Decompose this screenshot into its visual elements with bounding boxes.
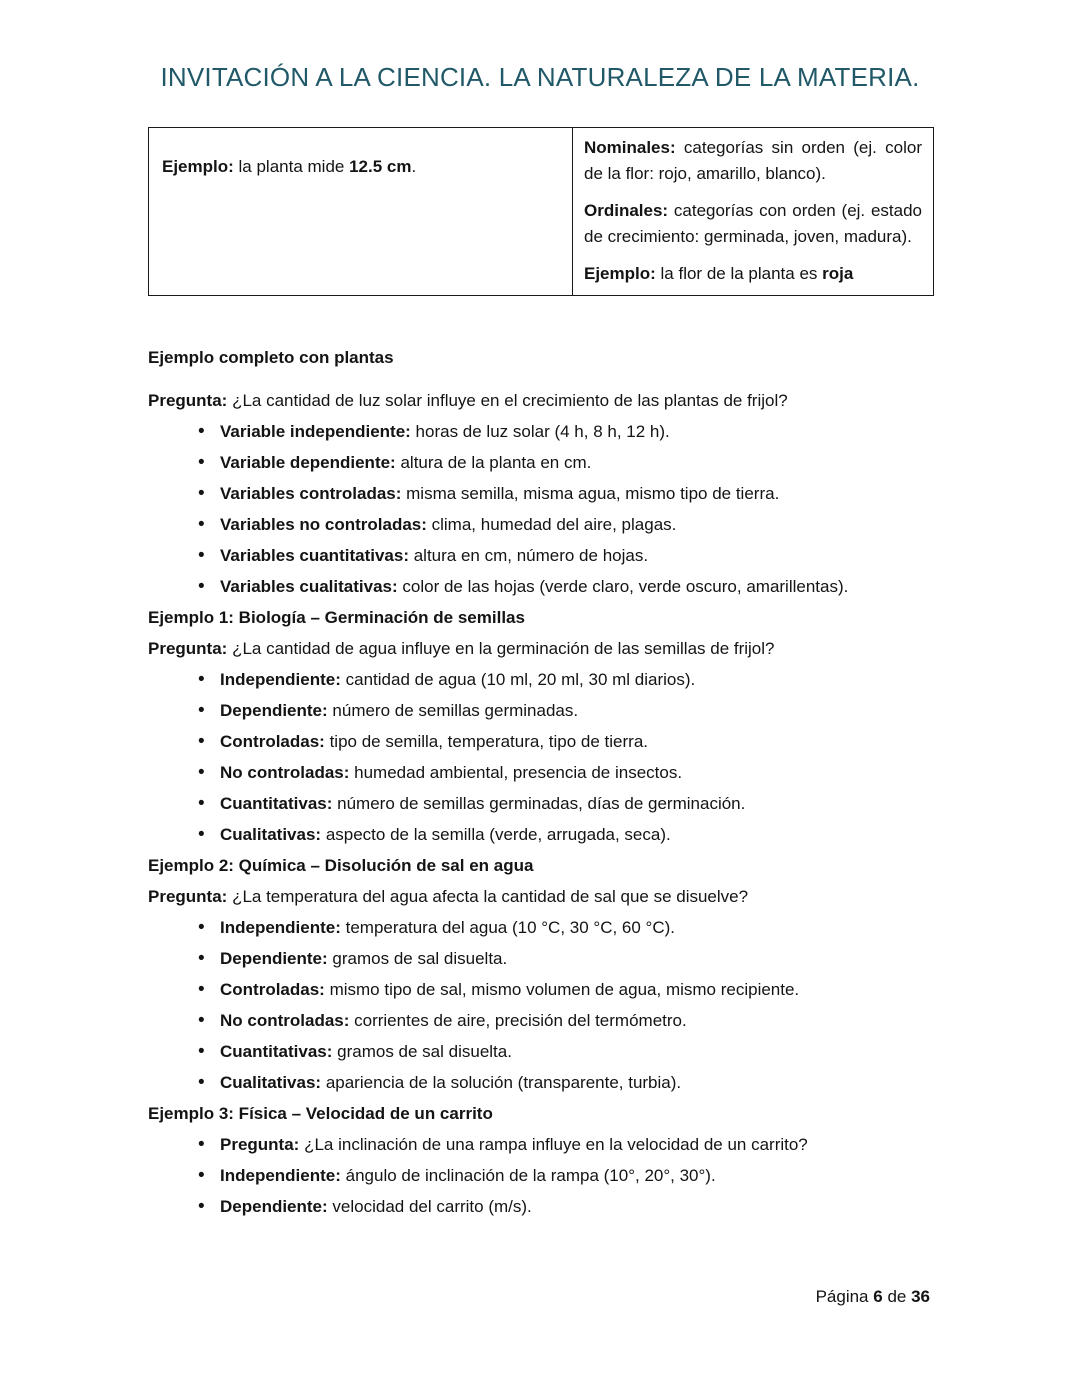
section-heading: Ejemplo 1: Biología – Germinación de semillas: [148, 608, 525, 627]
bold-text-run: Pregunta:: [148, 639, 228, 658]
bullet-list: [148, 912, 930, 1098]
text-run: Página: [815, 1287, 874, 1306]
list-item: [148, 1005, 930, 1036]
bullet-icon: •: [198, 1196, 205, 1217]
bold-text-run: No controladas:: [220, 763, 350, 782]
list-item: [148, 1129, 930, 1160]
bullet-icon: •: [198, 762, 205, 783]
bullet-icon: •: [198, 421, 205, 442]
bold-text-run: Pregunta:: [148, 887, 228, 906]
bullet-icon: •: [198, 1041, 205, 1062]
bold-text-run: Independiente:: [220, 918, 341, 937]
text-run: la flor de la planta es: [655, 264, 823, 283]
list-item: [148, 974, 930, 1005]
bold-text-run: Dependiente:: [220, 1197, 328, 1216]
bold-text-run: 6: [873, 1287, 883, 1306]
bold-text-run: Variable dependiente:: [220, 453, 396, 472]
text-run: la planta mide: [233, 157, 350, 176]
bold-text-run: Ejemplo:: [584, 264, 656, 283]
bullet-icon: •: [198, 669, 205, 690]
list-item: [148, 788, 930, 819]
list-item: [148, 1160, 930, 1191]
bold-text-run: Controladas:: [220, 732, 325, 751]
text-run: de: [882, 1287, 912, 1306]
page-footer: [816, 1284, 930, 1310]
list-item: [148, 819, 930, 850]
text-run: altura en cm, número de hojas.: [408, 546, 649, 565]
bold-text-run: Cualitativas:: [220, 825, 322, 844]
text-run: ¿La cantidad de agua influye en la germinación de las semillas de frijol?: [227, 639, 775, 658]
list-item: [148, 478, 930, 509]
bold-text-run: 12.5 cm: [349, 157, 412, 176]
section-heading: Ejemplo completo con plantas: [148, 348, 394, 367]
text-run: corrientes de aire, precisión del termómetro.: [349, 1011, 687, 1030]
list-item: [148, 1036, 930, 1067]
bullet-icon: •: [198, 545, 205, 566]
text-run: número de semillas germinadas.: [327, 701, 579, 720]
sections-container: [148, 342, 930, 1222]
text-run: .: [411, 157, 417, 176]
text-run: horas de luz solar (4 h, 8 h, 12 h).: [410, 422, 670, 441]
list-item: [148, 540, 930, 571]
list-item: [148, 416, 930, 447]
bold-text-run: Controladas:: [220, 980, 325, 999]
text-run: velocidad del carrito (m/s).: [327, 1197, 532, 1216]
bullet-icon: •: [198, 1072, 205, 1093]
text-run: aspecto de la semilla (verde, arrugada, seca).: [321, 825, 671, 844]
bullet-icon: •: [198, 793, 205, 814]
bold-text-run: Nominales:: [584, 138, 676, 157]
list-item: [148, 447, 930, 478]
example-section: [148, 342, 930, 602]
bullet-icon: •: [198, 917, 205, 938]
bold-text-run: Ordinales:: [584, 201, 669, 220]
text-run: ángulo de inclinación de la rampa (10°, 20°, 30°).: [340, 1166, 716, 1185]
list-item: [148, 912, 930, 943]
text-run: misma semilla, misma agua, mismo tipo de tierra.: [401, 484, 780, 503]
bullet-icon: •: [198, 948, 205, 969]
bold-text-run: Variables cualitativas:: [220, 577, 398, 596]
section-heading: Ejemplo 3: Física – Velocidad de un carrito: [148, 1104, 493, 1123]
bullet-icon: •: [198, 1010, 205, 1031]
bold-text-run: Cualitativas:: [220, 1073, 322, 1092]
bold-text-run: Dependiente:: [220, 701, 328, 720]
bold-text-run: Pregunta:: [220, 1135, 300, 1154]
table-paragraph-ordinales: [584, 198, 922, 250]
bold-text-run: Variable independiente:: [220, 422, 411, 441]
variables-table: [148, 127, 934, 296]
table-cell-example: [149, 128, 573, 296]
text-run: altura de la planta en cm.: [395, 453, 592, 472]
text-run: ¿La temperatura del agua afecta la cantidad de sal que se disuelve?: [227, 887, 749, 906]
text-run: apariencia de la solución (transparente, turbia).: [321, 1073, 682, 1092]
text-run: mismo tipo de sal, mismo volumen de agua, mismo recipiente.: [324, 980, 800, 999]
bold-text-run: Ejemplo:: [162, 157, 234, 176]
example-section: [148, 602, 930, 850]
example-section: [148, 850, 930, 1098]
bold-text-run: Variables cuantitativas:: [220, 546, 409, 565]
bold-text-run: roja: [822, 264, 854, 283]
table-paragraph-example: [162, 154, 558, 180]
text-run: ¿La inclinación de una rampa influye en la velocidad de un carrito?: [299, 1135, 808, 1154]
bullet-icon: •: [198, 483, 205, 504]
bullet-icon: •: [198, 731, 205, 752]
bold-text-run: 36: [911, 1287, 930, 1306]
example-section: [148, 1098, 930, 1222]
list-item: [148, 1067, 930, 1098]
bold-text-run: Cuantitativas:: [220, 794, 333, 813]
bullet-list: [148, 664, 930, 850]
text-run: categorías con orden (ej. estado de crecimiento: germinada, joven, madura).: [584, 201, 922, 246]
bullet-icon: •: [198, 576, 205, 597]
text-run: número de semillas germinadas, días de germinación.: [332, 794, 746, 813]
bullet-icon: •: [198, 1134, 205, 1155]
table-row: [149, 128, 934, 296]
list-item: [148, 726, 930, 757]
list-item: [148, 943, 930, 974]
bold-text-run: Variables controladas:: [220, 484, 402, 503]
bullet-icon: •: [198, 700, 205, 721]
section-question: [148, 633, 930, 664]
section-heading: Ejemplo 2: Química – Disolución de sal en agua: [148, 856, 534, 875]
bold-text-run: Pregunta:: [148, 391, 228, 410]
section-question: [148, 881, 930, 912]
bold-text-run: Independiente:: [220, 1166, 341, 1185]
text-run: tipo de semilla, temperatura, tipo de tierra.: [324, 732, 649, 751]
text-run: color de las hojas (verde claro, verde oscuro, amarillentas).: [397, 577, 849, 596]
table-paragraph-nominales: [584, 135, 922, 187]
list-item: [148, 1191, 930, 1222]
page-title: INVITACIÓN A LA CIENCIA. LA NATURALEZA DE LA MATERIA.: [160, 62, 920, 92]
bullet-icon: •: [198, 1165, 205, 1186]
list-item: [148, 664, 930, 695]
bold-text-run: Cuantitativas:: [220, 1042, 333, 1061]
bold-text-run: No controladas:: [220, 1011, 350, 1030]
list-item: [148, 757, 930, 788]
text-run: gramos de sal disuelta.: [332, 1042, 512, 1061]
text-run: temperatura del agua (10 °C, 30 °C, 60 °C).: [340, 918, 676, 937]
bold-text-run: Variables no controladas:: [220, 515, 427, 534]
bold-text-run: Dependiente:: [220, 949, 328, 968]
bullet-icon: •: [198, 979, 205, 1000]
bullet-icon: •: [198, 514, 205, 535]
bold-text-run: Independiente:: [220, 670, 341, 689]
bullet-icon: •: [198, 452, 205, 473]
table-cell-scales: [573, 128, 934, 296]
list-item: [148, 571, 930, 602]
text-run: clima, humedad del aire, plagas.: [426, 515, 677, 534]
bullet-list: [148, 416, 930, 602]
table-paragraph-ejemplo: [584, 261, 922, 287]
text-run: cantidad de agua (10 ml, 20 ml, 30 ml diarios).: [340, 670, 696, 689]
list-item: [148, 695, 930, 726]
bullet-icon: •: [198, 824, 205, 845]
text-run: humedad ambiental, presencia de insectos.: [349, 763, 683, 782]
section-question: [148, 385, 930, 416]
text-run: categorías sin orden (ej. color de la flor: rojo, amarillo, blanco).: [584, 138, 922, 183]
text-run: gramos de sal disuelta.: [327, 949, 508, 968]
bullet-list: [148, 1129, 930, 1222]
text-run: ¿La cantidad de luz solar influye en el crecimiento de las plantas de frijol?: [227, 391, 788, 410]
list-item: [148, 509, 930, 540]
